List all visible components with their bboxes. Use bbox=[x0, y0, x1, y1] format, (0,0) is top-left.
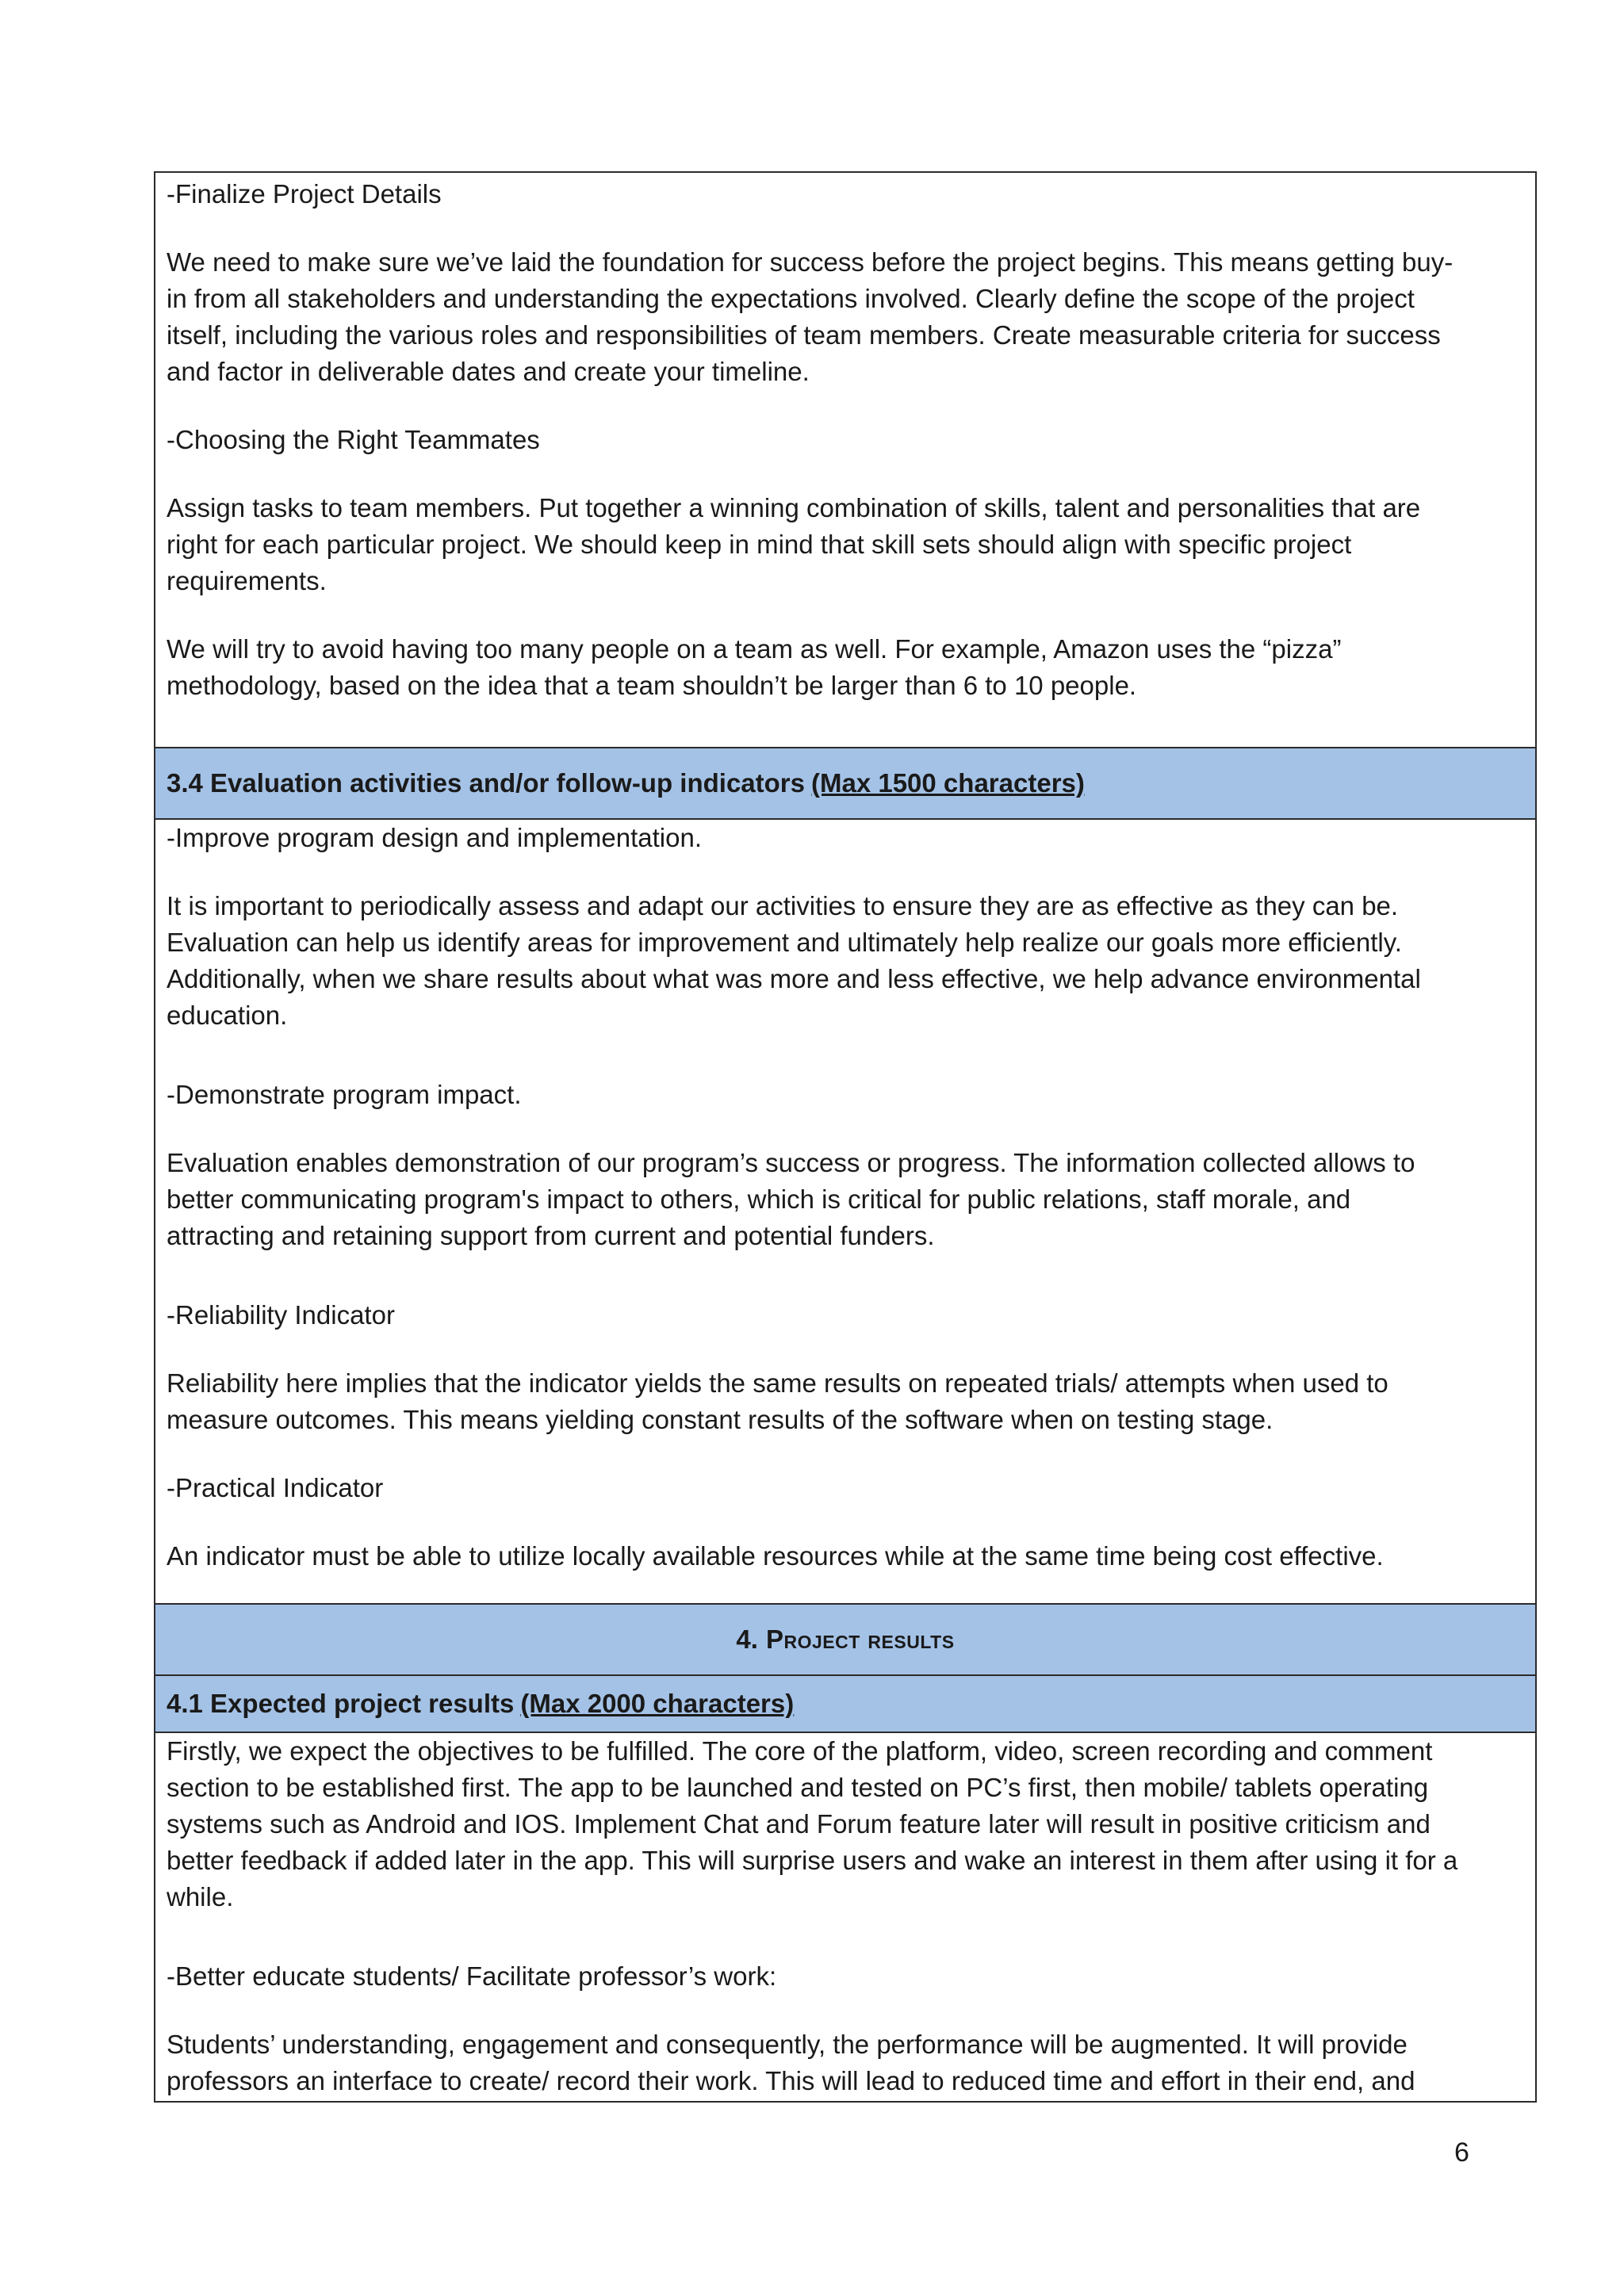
finalize-line: and factor in deliverable dates and create your timeline. bbox=[167, 357, 810, 386]
page-number: 6 bbox=[1454, 2137, 1469, 2168]
improve-line: education. bbox=[167, 1001, 288, 1030]
section-4-title: Project results bbox=[765, 1624, 955, 1654]
practical-line: An indicator must be able to utilize locally available resources while at the same time being cost effective. bbox=[167, 1541, 1384, 1571]
finalize-line: itself, including the various roles and responsibilities of team members. Create measurable criteria for success bbox=[167, 320, 1441, 350]
reliability-line: measure outcomes. This means yielding constant results of the software when on testing stage. bbox=[167, 1405, 1274, 1434]
results-cell bbox=[155, 1733, 1535, 2101]
practical-title: -Practical Indicator bbox=[167, 1473, 384, 1502]
teammates-title: -Choosing the Right Teammates bbox=[167, 425, 540, 454]
section-3-4-header bbox=[155, 747, 1535, 820]
educate-line: Students’ understanding, engagement and consequently, the performance will be augmented. It will provide bbox=[167, 2030, 1408, 2059]
demonstrate-line: Evaluation enables demonstration of our program’s success or progress. The information collected allows to bbox=[167, 1148, 1415, 1177]
educate-title: -Better educate students/ Facilitate professor’s work: bbox=[167, 1961, 777, 1991]
evaluation-cell bbox=[155, 820, 1535, 1603]
reliability-line: Reliability here implies that the indicator yields the same results on repeated trials/ attempts when used to bbox=[167, 1368, 1388, 1398]
educate-line: professors an interface to create/ record their work. This will lead to reduced time and effort in their end, and bbox=[167, 2066, 1415, 2095]
section-4-number: 4. bbox=[736, 1624, 758, 1654]
reliability-title: -Reliability Indicator bbox=[167, 1300, 395, 1330]
section-3-4-title: 3.4 Evaluation activities and/or follow-up indicators bbox=[167, 768, 805, 798]
results-line: while. bbox=[167, 1882, 234, 1911]
improve-line: Additionally, when we share results about what was more and less effective, we help advance environmental bbox=[167, 964, 1421, 993]
teammates-line: Assign tasks to team members. Put together a winning combination of skills, talent and personalities that are bbox=[167, 493, 1421, 522]
planning-cell bbox=[155, 173, 1535, 747]
section-3-4-limit: (Max 1500 characters) bbox=[811, 768, 1085, 798]
results-line: Firstly, we expect the objectives to be fulfilled. The core of the platform, video, screen recording and comment bbox=[167, 1736, 1433, 1766]
section-4-header bbox=[155, 1603, 1535, 1674]
results-line: better feedback if added later in the app. This will surprise users and wake an interest in them after using it for a bbox=[167, 1846, 1458, 1875]
improve-line: Evaluation can help us identify areas for improvement and ultimately help realize our goals more efficiently. bbox=[167, 928, 1402, 957]
section-4-1-title: 4.1 Expected project results bbox=[167, 1689, 515, 1718]
proposal-form-table bbox=[154, 171, 1537, 2103]
teammates-line: requirements. bbox=[167, 566, 327, 595]
finalize-title: -Finalize Project Details bbox=[167, 179, 442, 209]
improve-title: -Improve program design and implementation. bbox=[167, 823, 703, 852]
demonstrate-line: better communicating program's impact to others, which is critical for public relations, staff morale, and bbox=[167, 1184, 1351, 1214]
avoid-line: methodology, based on the idea that a team shouldn’t be larger than 6 to 10 people. bbox=[167, 671, 1137, 700]
section-4-1-header bbox=[155, 1674, 1535, 1733]
teammates-line: right for each particular project. We should keep in mind that skill sets should align with specific project bbox=[167, 530, 1352, 559]
demonstrate-line: attracting and retaining support from current and potential funders. bbox=[167, 1221, 935, 1250]
results-line: section to be established first. The app to be launched and tested on PC’s first, then mobile/ tablets operating bbox=[167, 1773, 1429, 1802]
finalize-line: We need to make sure we’ve laid the foundation for success before the project begins. This means getting buy- bbox=[167, 247, 1454, 277]
improve-line: It is important to periodically assess and adapt our activities to ensure they are as effective as they can be. bbox=[167, 891, 1399, 920]
finalize-line: in from all stakeholders and understanding the expectations involved. Clearly define the scope of the project bbox=[167, 284, 1415, 313]
avoid-line: We will try to avoid having too many people on a team as well. For example, Amazon uses the “pizza” bbox=[167, 634, 1342, 664]
demonstrate-title: -Demonstrate program impact. bbox=[167, 1080, 522, 1109]
section-4-1-limit: (Max 2000 characters) bbox=[520, 1689, 795, 1718]
results-line: systems such as Android and IOS. Implement Chat and Forum feature later will result in positive criticism and bbox=[167, 1809, 1431, 1839]
